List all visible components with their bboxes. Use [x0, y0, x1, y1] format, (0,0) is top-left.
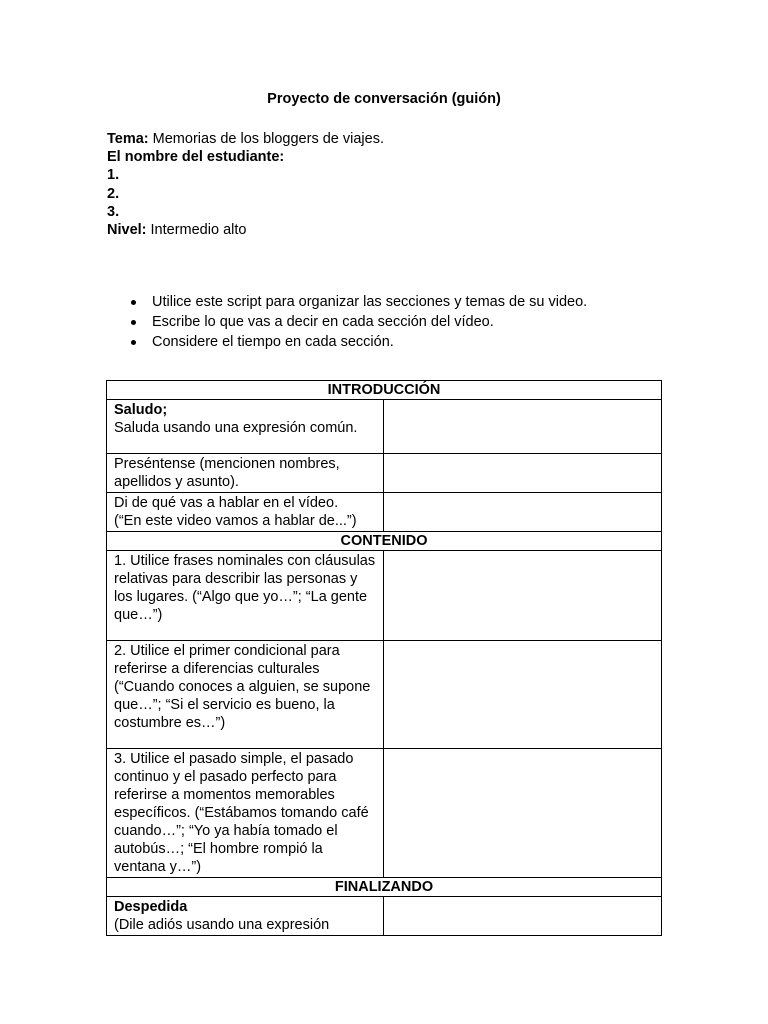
answer-cell-saludo[interactable]	[384, 400, 662, 454]
despedida-text: (Dile adiós usando una expresión	[114, 917, 330, 933]
section-row-introduccion	[107, 381, 662, 400]
document-title: Proyecto de conversación (guión)	[267, 91, 501, 107]
prompt-cell-contenido-1: 1. Utilice frases nominales con cláusulas relativas para describir las personas y los lugares. (“Algo que yo…”; “La gente que…”)	[107, 551, 384, 641]
table-row-presentense	[107, 454, 662, 493]
saludo-title: Saludo;	[114, 402, 168, 418]
tema-label: Tema:	[107, 131, 149, 147]
student-number-1: 1.	[107, 167, 120, 184]
saludo-text: Saluda usando una expresión común.	[114, 420, 358, 436]
instruction-item: Considere el tiempo en cada sección.	[127, 332, 587, 352]
tema-value: Memorias de los bloggers de viajes.	[148, 131, 384, 147]
nivel-value: Intermedio alto	[146, 222, 247, 239]
student-number-3: 3.	[107, 203, 120, 220]
student-number-2: 2.	[107, 185, 120, 202]
prompt-cell-contenido-3: 3. Utilice el pasado simple, el pasado continuo y el pasado perfecto para referirse a momentos memorables específicos. (“Estábamos tomando café cuando…”; “Yo ya había tomado el autobús…; “El hombre rompió la ventana y…”)	[107, 749, 384, 878]
section-header-finalizando: FINALIZANDO	[107, 878, 662, 897]
instruction-item: Utilice este script para organizar las secciones y temas de su video.	[127, 292, 587, 312]
despedida-title: Despedida	[114, 899, 188, 915]
instruction-item: Escribe lo que vas a decir en cada sección del vídeo.	[127, 312, 587, 332]
answer-cell-despedida[interactable]	[384, 897, 662, 936]
section-row-contenido	[107, 532, 662, 551]
table-row-despedida	[107, 897, 662, 936]
prompt-cell-saludo	[107, 400, 384, 454]
student-name-label: El nombre del estudiante:	[107, 149, 285, 166]
nivel-label: Nivel:	[107, 222, 147, 239]
project-info	[107, 130, 384, 239]
section-row-finalizando	[107, 878, 662, 897]
answer-cell-presentense[interactable]	[384, 454, 662, 493]
table-row-tema-video	[107, 493, 662, 532]
tema-video-line-1: Di de qué vas a hablar en el vídeo.	[114, 495, 339, 511]
tema-video-line-2: (“En este video vamos a hablar de...”)	[114, 513, 357, 529]
answer-cell-contenido-2[interactable]	[384, 641, 662, 749]
instructions-list	[127, 292, 587, 352]
script-table	[106, 380, 662, 936]
table-row-contenido-1	[107, 551, 662, 641]
answer-cell-contenido-3[interactable]	[384, 749, 662, 878]
prompt-cell-despedida	[107, 897, 384, 936]
prompt-cell-contenido-2: 2. Utilice el primer condicional para referirse a diferencias culturales (“Cuando conoces a alguien, se supone que…”; “Si el servicio es bueno, la costumbre es…”)	[107, 641, 384, 749]
table-row-contenido-3	[107, 749, 662, 878]
tema-line	[107, 130, 384, 148]
answer-cell-contenido-1[interactable]	[384, 551, 662, 641]
prompt-cell-tema-video	[107, 493, 384, 532]
table-row-saludo	[107, 400, 662, 454]
section-header-introduccion: INTRODUCCIÓN	[107, 381, 662, 400]
nivel-line	[107, 221, 384, 239]
answer-cell-tema-video[interactable]	[384, 493, 662, 532]
table-row-contenido-2	[107, 641, 662, 749]
section-header-contenido: CONTENIDO	[107, 532, 662, 551]
prompt-cell-presentense: Preséntense (mencionen nombres, apellidos y asunto).	[107, 454, 384, 493]
student-name-line	[107, 148, 384, 166]
